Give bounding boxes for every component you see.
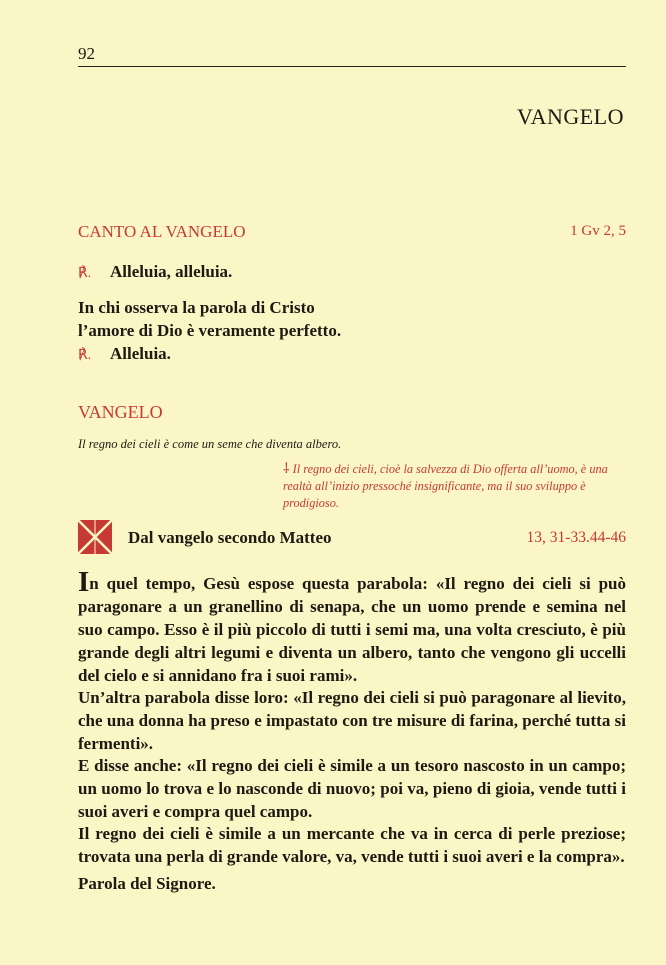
commentary-note [283, 461, 628, 512]
vangelo-subtitle: Il regno dei cieli è come un seme che diventa albero. [78, 437, 342, 451]
dagger-mark: ⸸ [283, 462, 290, 477]
gospel-paragraph-3: E disse anche: «Il regno dei cieli è simile a un tesoro nascosto in un campo; un uomo lo trova e lo nasconde di nuovo; poi va, pieno di gioia, vende tutti i suoi averi e compra quel campo. [78, 756, 626, 821]
canto-heading: CANTO AL VANGELO [78, 222, 246, 241]
response-mark: ℟. [78, 266, 92, 281]
canto-verse [78, 296, 341, 342]
response-line-1 [78, 262, 232, 282]
vangelo-heading: VANGELO [78, 402, 163, 422]
closing-formula: Parola del Signore. [78, 874, 216, 893]
verse-line-2: l’amore di Dio è veramente perfetto. [78, 321, 342, 340]
maltese-cross-icon [78, 520, 112, 554]
canto-heading-row [78, 222, 626, 242]
page-number: 92 [78, 44, 95, 63]
gospel-paragraph-4: Il regno dei cieli è simile a un mercante che va in cerca di perle preziose; trovata una perla di grande valore, va, vende tutti i suoi averi e la compra». [78, 824, 626, 866]
reading-reference: 13, 31-33.44-46 [526, 529, 626, 546]
response-line-2 [78, 344, 171, 364]
reading-intro: Dal vangelo secondo Matteo [128, 528, 332, 547]
header-rule [78, 66, 626, 67]
drop-cap: I [78, 566, 90, 598]
note-text: Il regno dei cieli, cioè la salvezza di Dio offerta all’uomo, è una realtà all’inizio pressoché insignificante, ma il suo sviluppo è prodigioso. [283, 462, 608, 510]
gospel-paragraph-2: Un’altra parabola disse loro: «Il regno dei cieli si può paragonare al lievito, che una donna ha preso e impastato con tre misure di farina, perché tutta si fermenti». [78, 688, 626, 753]
response-text-1: Alleluia, alleluia. [110, 262, 233, 281]
response-mark: ℟. [78, 348, 92, 363]
gospel-paragraph-1 [78, 566, 626, 687]
canto-reference: 1 Gv 2, 5 [570, 223, 626, 239]
response-text-2: Alleluia. [110, 344, 171, 363]
paragraph-1-text: n quel tempo, Gesù espose questa parabola: «Il regno dei cieli si può paragonare a un granellino di senapa, che un uomo prende e semina nel suo campo. Esso è il più piccolo di tutti i semi ma, una volta cresciuto, è più grande degli altri legumi e diventa un albero, tanto che vengono gli uccelli del cielo e si annidano fra i suoi rami». [78, 574, 626, 685]
verse-line-1: In chi osserva la parola di Cristo [78, 298, 315, 317]
section-title: VANGELO [517, 104, 624, 129]
